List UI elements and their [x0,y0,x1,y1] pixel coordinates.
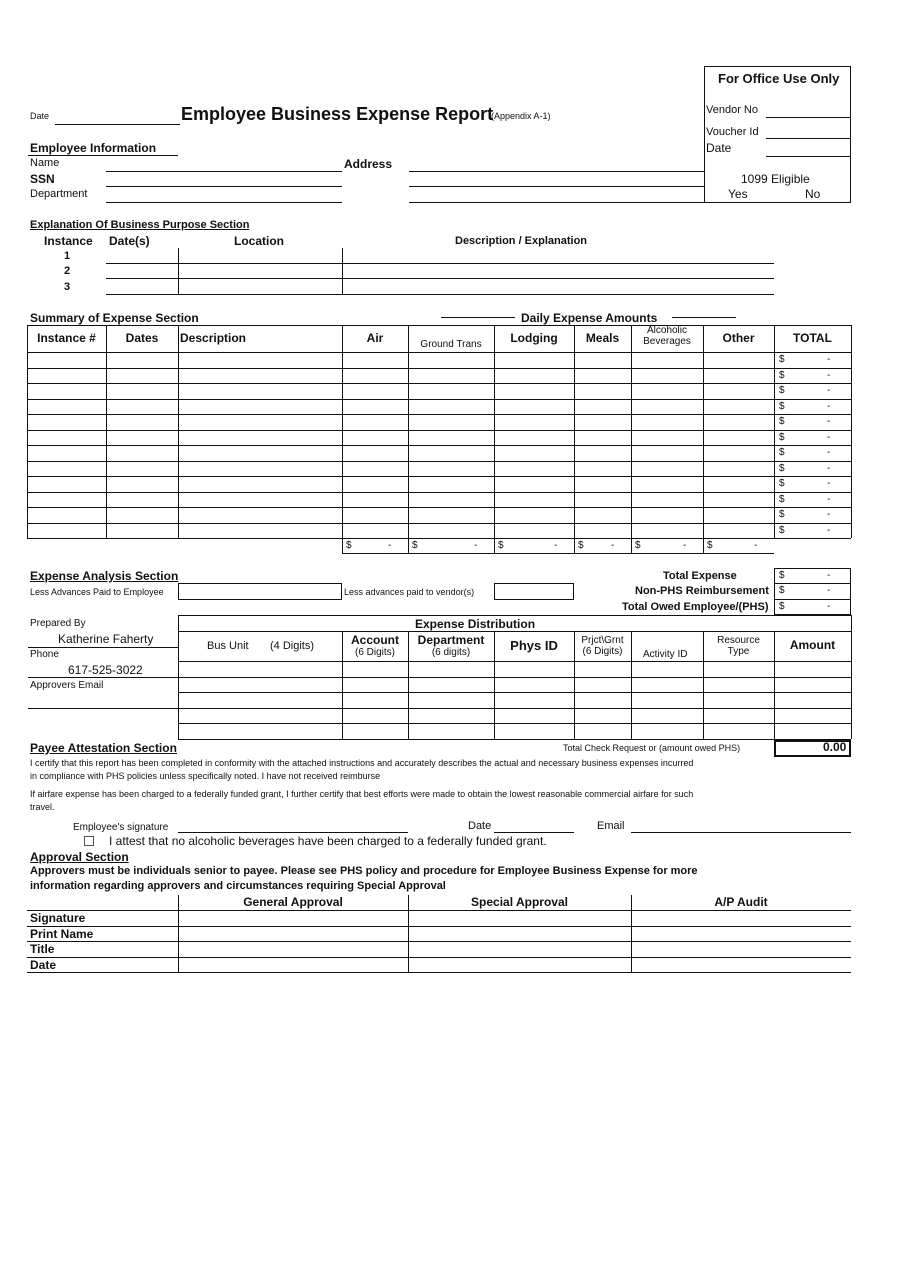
column-total-dollar: $ [578,540,584,551]
summary-col-header: Dates [125,330,159,345]
approval-row-line [27,957,851,958]
row-total-value[interactable]: - [827,354,831,365]
approval-row-label: Title [30,942,55,956]
approvers-email-field[interactable] [28,708,178,709]
dist-row-line [178,692,851,693]
total-owed-dollar: $ [779,601,785,612]
dist-column-divider [494,631,495,739]
attest-email-label: Email [597,820,625,832]
row-total-value[interactable]: - [827,370,831,381]
analysis-totals-box [774,568,851,615]
summary-row-line [27,492,851,493]
column-total-divider [574,538,575,553]
purpose-divider-2 [342,248,343,295]
dist-row-line [178,677,851,678]
purpose-col-description: Description / Explanation [455,235,588,247]
column-total-divider [631,538,632,553]
dist-column-divider [342,631,343,739]
certify-text-2: in compliance with PHS policies unless specifically noted. I have not received reimburse [30,771,381,781]
airfare-text-1: If airfare expense has been charged to a federally funded grant, I further certify that best efforts were made to obtain the lowest reasonable commercial airfare for such [30,789,694,799]
row-total-value[interactable]: - [827,401,831,412]
daily-rule-right [672,317,736,318]
summary-row-line [27,445,851,446]
airfare-text-2: travel. [30,802,55,812]
summary-column-divider [774,325,775,538]
purpose-row-1: 1 [64,250,71,262]
office-date-label: Date [706,141,732,155]
alcohol-attest-checkbox[interactable] [84,836,94,846]
summary-column-divider [851,325,852,538]
vendor-no-label: Vendor No [706,104,758,116]
date-label: Date [30,111,50,121]
prepared-by-value[interactable]: Katherine Faherty [58,632,154,646]
summary-column-divider [703,325,704,538]
dist-column-divider [703,631,704,739]
row-total-value[interactable]: - [827,509,831,520]
row-total-value[interactable]: - [827,494,831,505]
summary-row-line [27,383,851,384]
column-totals-bottom [342,553,774,554]
total-check-label: Total Check Request or (amount owed PHS) [563,743,741,753]
approval-row-label: Date [30,957,57,972]
name-label: Name [30,157,60,169]
column-total-value[interactable]: - [474,540,478,551]
heading-underline [28,155,178,156]
department-col-label: Department [417,632,485,647]
account-header [342,631,408,661]
row-total-dollar: $ [779,463,785,474]
row-total-dollar: $ [779,401,785,412]
approval-col-header: General Approval [243,894,343,909]
dist-left-border [178,615,179,739]
column-total-divider [703,538,704,553]
less-adv-vendor-input[interactable] [494,583,574,600]
eligible-yes[interactable]: Yes [728,187,748,201]
employee-signature-label: Employee's signature [73,822,169,833]
column-total-dollar: $ [412,540,418,551]
prjct-header [574,631,631,661]
summary-col-header: TOTAL [793,330,832,345]
purpose-row-line-2 [106,278,774,279]
non-phs-label: Non-PHS Reimbursement [635,585,769,597]
bus-unit-digits: (4 Digits) [270,640,315,652]
analysis-heading: Expense Analysis Section [30,569,179,583]
row-total-dollar: $ [779,370,785,381]
dist-column-divider [574,631,575,739]
less-adv-employee-label: Less Advances Paid to Employee [30,587,164,597]
address-label: Address [344,157,393,171]
summary-row-line [27,476,851,477]
daily-rule-left [441,317,515,318]
attest-email-field[interactable] [631,832,851,833]
column-total-dollar: $ [346,540,352,551]
purpose-col-dates: Date(s) [109,234,150,248]
account-label: Account [351,632,399,647]
address-field-1[interactable] [409,171,704,172]
row-total-dollar: $ [779,416,785,427]
row-total-dollar: $ [779,354,785,365]
non-phs-dollar: $ [779,585,785,596]
row-total-dollar: $ [779,447,785,458]
approvers-email-label: Approvers Email [30,680,104,691]
summary-column-divider [178,325,179,538]
distribution-heading: Expense Distribution [415,617,536,631]
column-total-value[interactable]: - [611,540,615,551]
row-total-value[interactable]: - [827,478,831,489]
dist-column-divider [408,631,409,739]
phone-value[interactable]: 617-525-3022 [68,663,143,677]
department-field[interactable] [106,202,342,203]
appendix-label: (Appendix A-1) [491,111,551,121]
summary-column-divider [342,325,343,538]
voucher-id-field[interactable] [766,138,850,139]
less-adv-vendor-label: Less advances paid to vendor(s) [344,587,475,597]
summary-col-header: Ground Trans [420,339,482,350]
department-label: Department [30,188,88,200]
voucher-id-label: Voucher Id [706,126,759,138]
eligible-no[interactable]: No [805,187,821,201]
dist-row-line [178,723,851,724]
attestation-heading: Payee Attestation Section [30,741,177,755]
alcohol-attest-label: I attest that no alcoholic beverages have been charged to a federally funded grant. [109,834,547,848]
column-total-dollar: $ [707,540,713,551]
total-expense-dollar: $ [779,570,785,581]
summary-column-divider [106,325,107,538]
dist-row-line [178,739,851,740]
eligible-label: 1099 Eligible [741,172,810,186]
purpose-col-instance: Instance [44,234,93,248]
summary-col-header: Lodging [510,330,558,345]
department-digits: (6 digits) [431,647,471,659]
amount-header: Amount [789,638,836,653]
dist-column-divider [631,631,632,739]
summary-column-divider [27,325,28,538]
column-total-value[interactable]: - [388,540,392,551]
approval-text-2: information regarding approvers and circumstances requiring Special Approval [30,880,446,892]
summary-col-header: Alcoholic Beverages [643,325,691,347]
row-total-value[interactable]: - [827,463,831,474]
approval-text-1: Approvers must be individuals senior to payee. Please see PHS policy and procedure for Employee Business Expense for more [30,865,698,877]
column-total-divider [342,538,343,553]
column-total-divider [408,538,409,553]
resource-type-label: Type [727,646,750,657]
row-total-dollar: $ [779,525,785,536]
summary-row-line [27,399,851,400]
summary-row-line [27,523,851,524]
name-field[interactable] [106,171,342,172]
account-digits: (6 Digits) [354,647,395,659]
address-field-3[interactable] [409,202,704,203]
analysis-row-line-2 [774,599,851,600]
row-total-value[interactable]: - [827,385,831,396]
summary-heading: Summary of Expense Section [30,311,199,325]
column-total-dollar: $ [498,540,504,551]
report-title: Employee Business Expense Report [181,104,494,124]
summary-row-line [27,430,851,431]
approval-col-header: A/P Audit [714,894,768,909]
certify-text-1: I certify that this report has been completed in conformity with the attached instructions and accurately describes the actual and necessary business expenses incurred [30,758,694,768]
summary-col-header: Meals [585,330,620,345]
dist-header-top [178,631,851,632]
summary-row-line [27,461,851,462]
employee-signature-field[interactable] [178,832,408,833]
summary-column-divider [408,325,409,538]
purpose-row-line-3 [106,294,774,295]
approval-heading: Approval Section [30,850,129,864]
purpose-heading: Explanation Of Business Purpose Section [30,219,250,231]
dist-row-line [178,708,851,709]
row-total-value[interactable]: - [827,416,831,427]
prepared-by-label: Prepared By [30,618,86,629]
column-total-dollar: $ [635,540,641,551]
ssn-field[interactable] [106,186,342,187]
non-phs-value[interactable]: - [827,585,831,596]
dist-top-border [178,615,851,616]
attest-date-label: Date [468,820,492,832]
prjct-digits: (6 Digits) [582,646,623,657]
attest-date-field[interactable] [494,832,574,833]
daily-heading: Daily Expense Amounts [521,311,658,325]
employee-info-heading: Employee Information [30,141,157,155]
approval-row-label: Signature [30,911,86,925]
total-check-value[interactable]: 0.00 [823,740,847,754]
purpose-divider-1 [178,248,179,295]
approval-row-line [27,941,851,942]
summary-column-divider [631,325,632,538]
date-field[interactable] [55,124,180,125]
phone-label: Phone [30,649,59,660]
less-adv-employee-input[interactable] [178,583,342,600]
summary-column-divider [494,325,495,538]
summary-row-line [27,538,851,539]
dist-header-bottom [178,661,851,662]
office-use-title: For Office Use Only [718,71,840,86]
column-total-value[interactable]: - [754,540,758,551]
summary-header-line [27,352,851,353]
approval-row-line [27,972,851,973]
bus-unit-label: Bus Unit [207,640,249,652]
purpose-row-2: 2 [64,265,71,277]
analysis-row-line-1 [774,583,851,584]
approval-row-line [27,926,851,927]
summary-row-line [27,414,851,415]
dist-column-divider [774,631,775,739]
prjct-label: Prjct\Grnt [581,635,624,646]
address-field-2[interactable] [409,186,704,187]
total-expense-label: Total Expense [663,570,737,582]
purpose-row-3: 3 [64,281,71,293]
activity-id-header: Activity ID [643,649,688,660]
row-total-dollar: $ [779,509,785,520]
summary-row-line [27,507,851,508]
phone-line [28,677,178,678]
summary-row-line [27,368,851,369]
row-total-dollar: $ [779,432,785,443]
purpose-row-line-1 [106,263,774,264]
summary-column-divider [574,325,575,538]
summary-col-header: Instance # [37,330,96,345]
prepared-by-line [28,647,178,648]
row-total-value[interactable]: - [827,525,831,536]
phys-id-header: Phys ID [510,637,558,653]
row-total-dollar: $ [779,478,785,489]
vendor-no-field[interactable] [766,117,850,118]
row-total-value[interactable]: - [827,432,831,443]
department-header [408,631,494,661]
total-owed-value[interactable]: - [827,601,831,612]
approval-row-label: Print Name [30,926,94,941]
office-date-field[interactable] [766,156,850,157]
summary-col-header: Air [366,330,384,345]
total-owed-label: Total Owed Employee/(PHS) [622,601,769,613]
total-expense-value[interactable]: - [827,570,831,581]
row-total-dollar: $ [779,385,785,396]
resource-label: Resource [717,635,760,646]
approval-col-header: Special Approval [471,894,568,909]
row-total-dollar: $ [779,494,785,505]
resource-type-header [703,631,774,661]
column-total-divider [494,538,495,553]
summary-col-header: Description [180,330,247,345]
purpose-col-location: Location [234,234,284,248]
column-total-value[interactable]: - [683,540,687,551]
row-total-value[interactable]: - [827,447,831,458]
ssn-label: SSN [30,172,55,186]
summary-col-header: Other [722,330,755,345]
dist-right-border [851,615,852,739]
approval-header-line [27,910,851,911]
column-total-value[interactable]: - [554,540,558,551]
